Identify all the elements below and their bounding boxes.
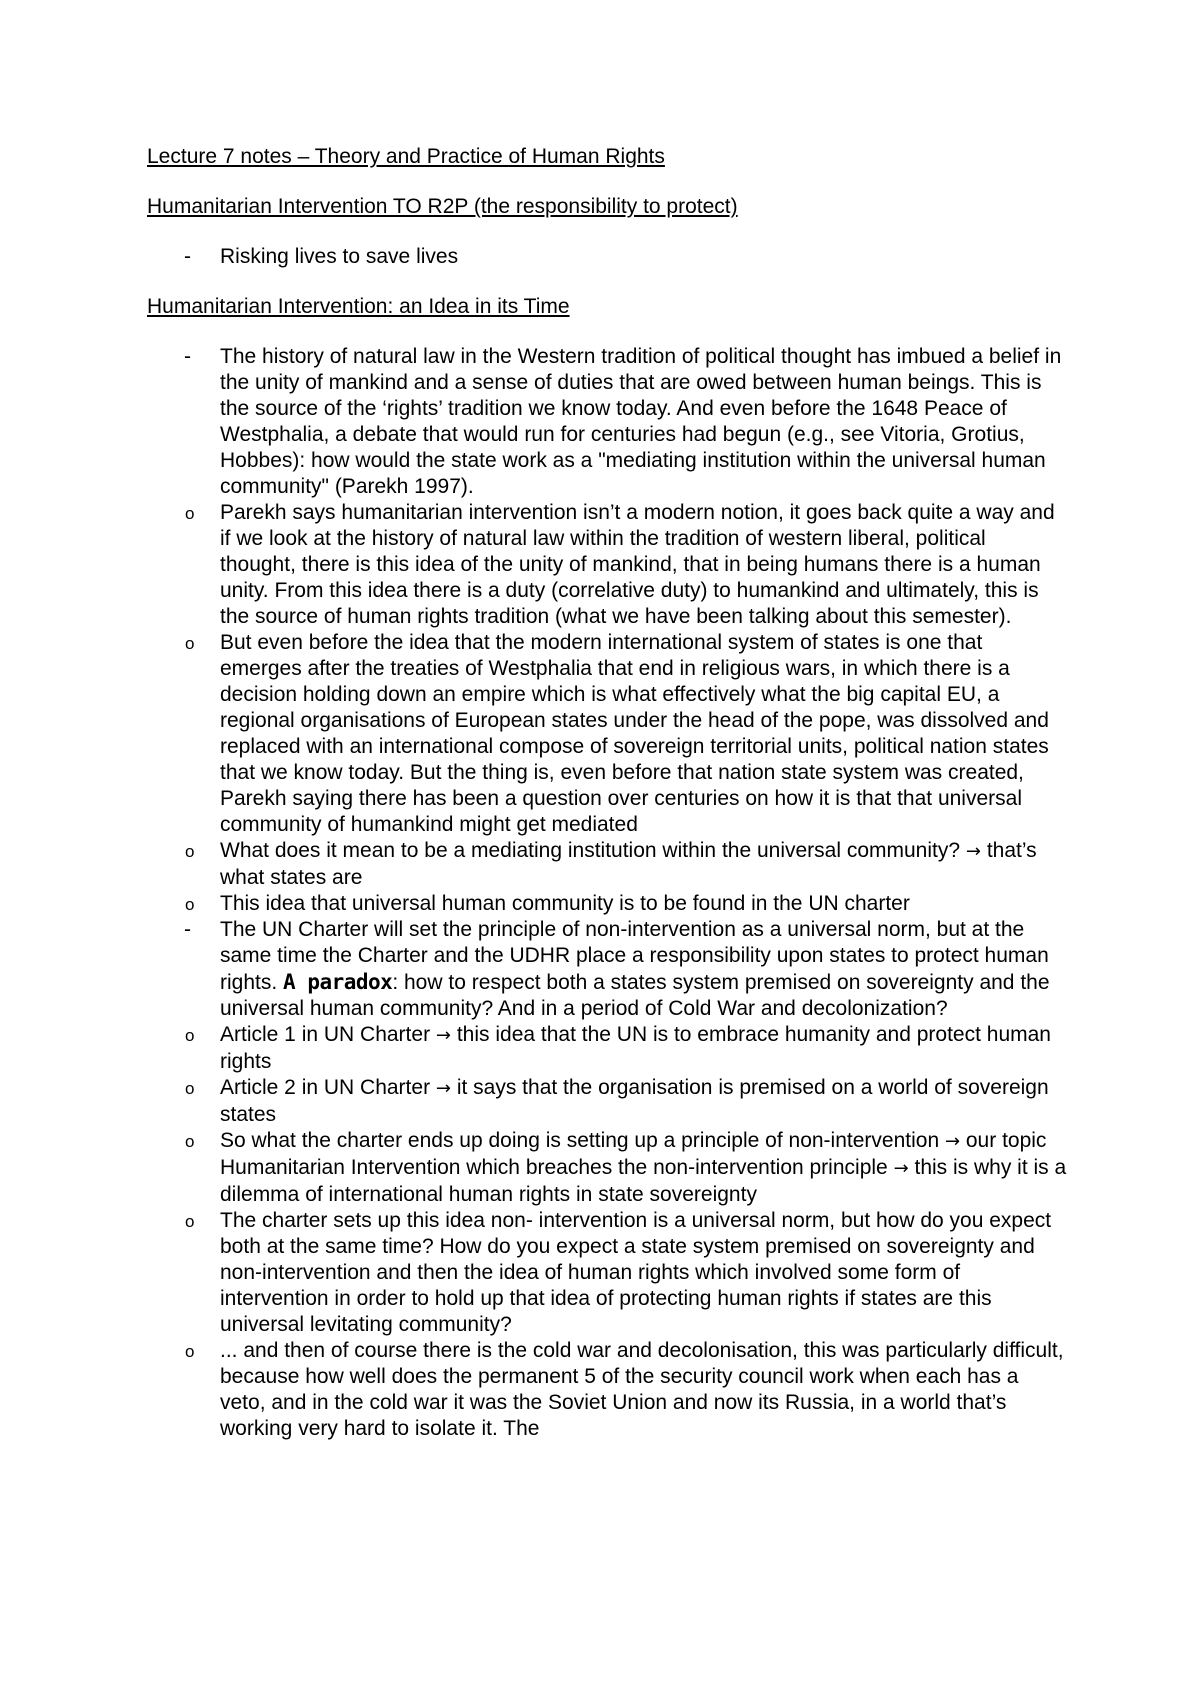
sub-list-item (147, 1075, 1067, 1128)
sub-list-item-text: But even before the idea that the modern international system of states is one that emerges after the treaties of Westphalia that end in religious wars, in which there is a decision holding down an empire which is what effectively what the big capital EU, a regional organisations of European states under the head of the pope, was dissolved and replaced with an international compose of sovereign territorial units, political nation states that we know today. But the thing is, even before that nation state system was created, Parekh saying there has been a question over centuries on how it is that that universal community of humankind might get mediated (220, 631, 1049, 836)
sub-list-item-text: it says that the organisation is premised on a world of sovereign states (220, 1076, 1049, 1126)
dash-bullet: - (184, 918, 191, 941)
sub-list-item-text: this idea that the UN is to embrace humanity and protect human rights (220, 1023, 1051, 1073)
sub-list-item-text: this is why it is a dilemma of international human rights in state sovereignty (220, 1156, 1067, 1206)
circle-bullet: o (185, 1079, 195, 1098)
circle-bullet: o (185, 1212, 195, 1231)
sub-list-item-text: This idea that universal human community is to be found in the UN charter (220, 892, 910, 915)
sub-list-item-text: What does it mean to be a mediating institution within the universal community? (220, 839, 966, 862)
section-heading-idea: Humanitarian Intervention: an Idea in its Time (147, 295, 570, 318)
arrow-right-icon: → (893, 1158, 909, 1179)
paradox-bold-text: A paradox (283, 970, 393, 994)
sub-list-item-text: So what the charter ends up doing is setting up a principle of non-intervention (220, 1129, 945, 1152)
arrow-right-icon: → (944, 1131, 961, 1152)
sub-list-item (147, 1338, 1067, 1442)
list-item-text: Risking lives to save lives (220, 245, 459, 268)
dash-bullet: - (184, 345, 191, 368)
sub-list-item (147, 891, 1067, 917)
sub-list-item (147, 1208, 1067, 1338)
sub-list-item (147, 630, 1067, 838)
sub-list-item (147, 838, 1067, 891)
sub-list-item-text: our topic Humanitarian Intervention which breaches the non-intervention principle (220, 1129, 1047, 1179)
circle-bullet: o (185, 1342, 195, 1361)
dash-bullet: - (184, 245, 191, 268)
circle-bullet: o (185, 634, 195, 653)
section-heading-r2p: Humanitarian Intervention TO R2P (the responsibility to protect) (147, 195, 738, 218)
sub-list-item-text: Parekh says humanitarian intervention isn’t a modern notion, it goes back quite a way and if we look at the history of natural law within the tradition of western liberal, political thought, there is this idea of the unity of mankind, that in being humans there is a human unity. From this idea there is a duty (correlative duty) to humankind and ultimately, this is the source of human rights tradition (what we have been talking about this semester). (220, 501, 1055, 628)
list-item (147, 244, 1067, 270)
list-item-text: The UN Charter will set the principle of non-intervention as a universal norm, but at the same time the Charter and the UDHR place a responsibility upon states to protect human rights. (220, 918, 1049, 994)
sub-list-item (147, 500, 1067, 630)
circle-bullet: o (185, 895, 195, 914)
circle-bullet: o (185, 1132, 195, 1151)
list-item (147, 917, 1067, 1022)
sub-list-item-text: The charter sets up this idea non- intervention is a universal norm, but how do you expect both at the same time? How do you expect a state system premised on sovereignty and non-intervention and then the idea of human rights which involved some form of intervention in order to hold up that idea of protecting human rights if states are this universal levitating community? (220, 1209, 1052, 1336)
sub-list-item-text: Article 2 in UN Charter (220, 1076, 436, 1099)
arrow-right-icon: → (435, 1025, 451, 1046)
sub-list-item-text: that’s what states are (220, 839, 1037, 889)
circle-bullet: o (185, 842, 195, 861)
document-title: Lecture 7 notes – Theory and Practice of Human Rights (147, 145, 665, 168)
circle-bullet: o (185, 1026, 195, 1045)
list-item (147, 344, 1067, 500)
sub-list-item (147, 1128, 1067, 1208)
arrow-right-icon: → (435, 1078, 451, 1099)
document-page (147, 144, 1067, 1442)
arrow-right-icon: → (965, 841, 981, 862)
sub-list-item (147, 1022, 1067, 1075)
sub-list-item-text: Article 1 in UN Charter (220, 1023, 436, 1046)
sub-list-item-text: ... and then of course there is the cold war and decolonisation, this was particularly difficult, because how well does the permanent 5 of the security council work when each has a veto, and in the cold war it was the Soviet Union and now its Russia, in a world that’s working very hard to isolate it. The (220, 1339, 1064, 1440)
circle-bullet: o (185, 504, 195, 523)
list-item-text: : how to respect both a states system premised on sovereignty and the universal human community? And in a period of Cold War and decolonization? (220, 971, 1050, 1020)
list-item-text: The history of natural law in the Western tradition of political thought has imbued a belief in the unity of mankind and a sense of duties that are owed between human beings. This is the source of the ‘rights’ tradition we know today. And even before the 1648 Peace of Westphalia, a debate that would run for centuries had begun (e.g., see Vitoria, Grotius, Hobbes): how would the state work as a "mediating institution within the universal human community" (Parekh 1997). (220, 345, 1062, 498)
